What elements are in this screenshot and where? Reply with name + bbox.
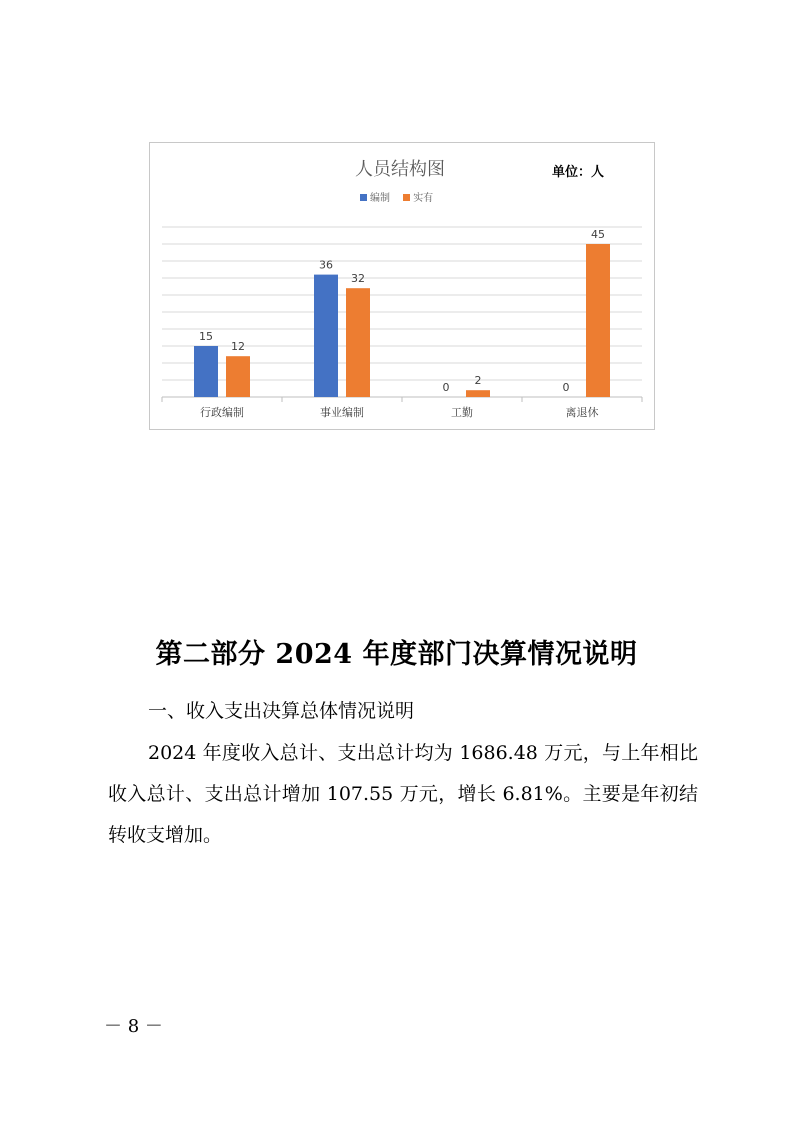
bar-shiyou	[586, 244, 610, 397]
bar-shiyou	[346, 288, 370, 397]
bar-shiyou	[226, 356, 250, 397]
chart-title: 人员结构图	[355, 159, 445, 180]
x-tick-label: 离退休	[565, 406, 599, 419]
body-paragraph: 2024 年度收入总计、支出总计均为 1686.48 万元，与上年相比收入总计、支出总计增加 107.55 万元，增长 6.81%。主要是年初结转收支增加。	[108, 742, 698, 846]
sub-heading: 一、收入支出决算总体情况说明	[148, 700, 415, 722]
bar-bianzhi	[194, 346, 218, 397]
x-tick-label: 事业编制	[320, 406, 364, 419]
data-label: 32	[351, 272, 365, 286]
data-label: 2	[474, 374, 482, 388]
bar-bianzhi	[314, 275, 338, 397]
chart-container	[149, 142, 655, 430]
legend-label-bianzhi: 编制	[370, 193, 390, 204]
x-tick-label: 工勤	[451, 406, 473, 419]
legend-label-shiyou: 实有	[413, 193, 434, 204]
data-label: 36	[319, 258, 333, 272]
data-label: 0	[442, 381, 450, 394]
bar-chart-plot	[150, 143, 654, 429]
data-label: 12	[231, 340, 245, 354]
unit-label: 单位：人	[552, 165, 605, 180]
section-title: 第二部分 2024 年度部门决算情况说明	[155, 639, 638, 670]
data-label: 0	[562, 381, 570, 394]
page-number: － 8 －	[104, 1016, 163, 1037]
data-label: 15	[199, 330, 213, 343]
bar-shiyou	[466, 390, 490, 397]
data-label: 45	[591, 228, 605, 241]
x-tick-label: 行政编制	[200, 406, 244, 419]
